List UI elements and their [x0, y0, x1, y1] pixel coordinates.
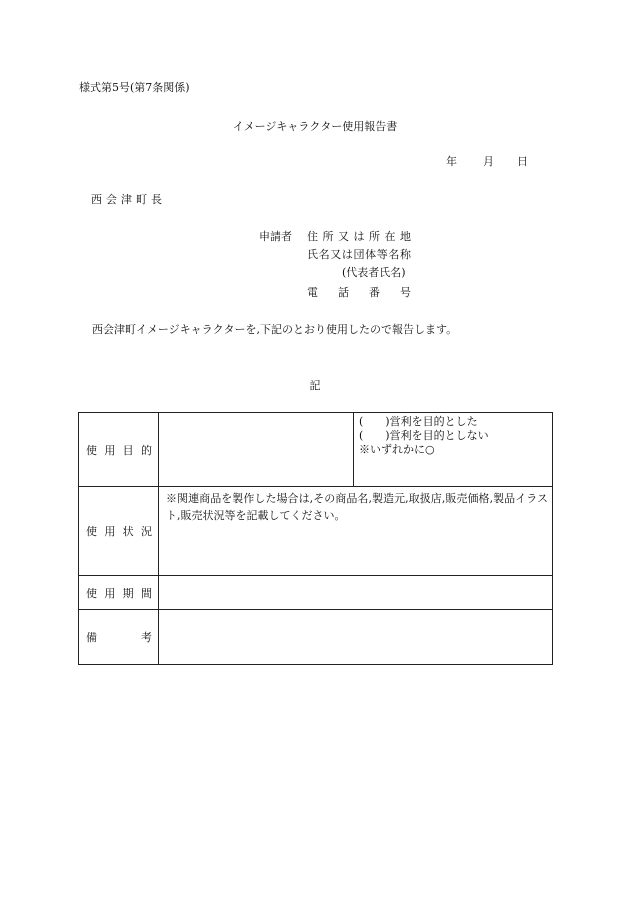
purpose-option-profit[interactable]: ( )営利を目的とした: [359, 415, 478, 428]
date-month-label: 月: [483, 155, 494, 168]
status-note: ※関連商品を製作した場合は,その商品名,製造元,取扱店,販売価格,製品イラスト,販売状況等を記載してください。: [166, 492, 548, 522]
document-title: イメージキャラクター使用報告書: [232, 120, 398, 133]
date-day-label: 日: [517, 155, 528, 168]
purpose-input-cell[interactable]: [159, 413, 354, 487]
ki-heading: 記: [309, 379, 321, 392]
form-number: 様式第5号(第7条関係): [79, 81, 190, 94]
status-row: [79, 487, 553, 576]
purpose-option-note: ※いずれかに○: [359, 443, 435, 456]
addressee: 西会津町長: [91, 193, 166, 206]
applicant-label: 申請者: [259, 230, 292, 243]
purpose-options-cell: [354, 413, 553, 487]
purpose-label-cell: [79, 413, 159, 487]
address-label: 住所又は所在地: [307, 230, 411, 243]
period-label-cell: [79, 576, 159, 610]
remarks-input-cell[interactable]: [159, 610, 553, 665]
phone-label: 電話番号: [307, 286, 411, 299]
period-row: [79, 576, 553, 610]
status-label: 使用状況: [86, 525, 152, 538]
remarks-label-cell: [79, 610, 159, 665]
report-statement: 西会津町イメージキャラクターを,下記のとおり使用したので報告します。: [92, 323, 458, 336]
purpose-label: 使用目的: [86, 443, 152, 457]
remarks-label: 備考: [86, 631, 152, 644]
report-table: [78, 412, 553, 665]
period-input-cell[interactable]: [159, 576, 553, 610]
remarks-row: [79, 610, 553, 665]
purpose-option-nonprofit[interactable]: ( )営利を目的としない: [359, 429, 489, 442]
period-label: 使用期間: [86, 586, 152, 600]
name-label: 氏名又は団体等名称: [307, 248, 411, 261]
status-label-cell: [79, 487, 159, 576]
date-year-label: 年: [446, 155, 457, 168]
representative-label: (代表者氏名): [342, 266, 406, 279]
status-input-cell[interactable]: [159, 487, 553, 576]
purpose-row: [79, 413, 553, 487]
